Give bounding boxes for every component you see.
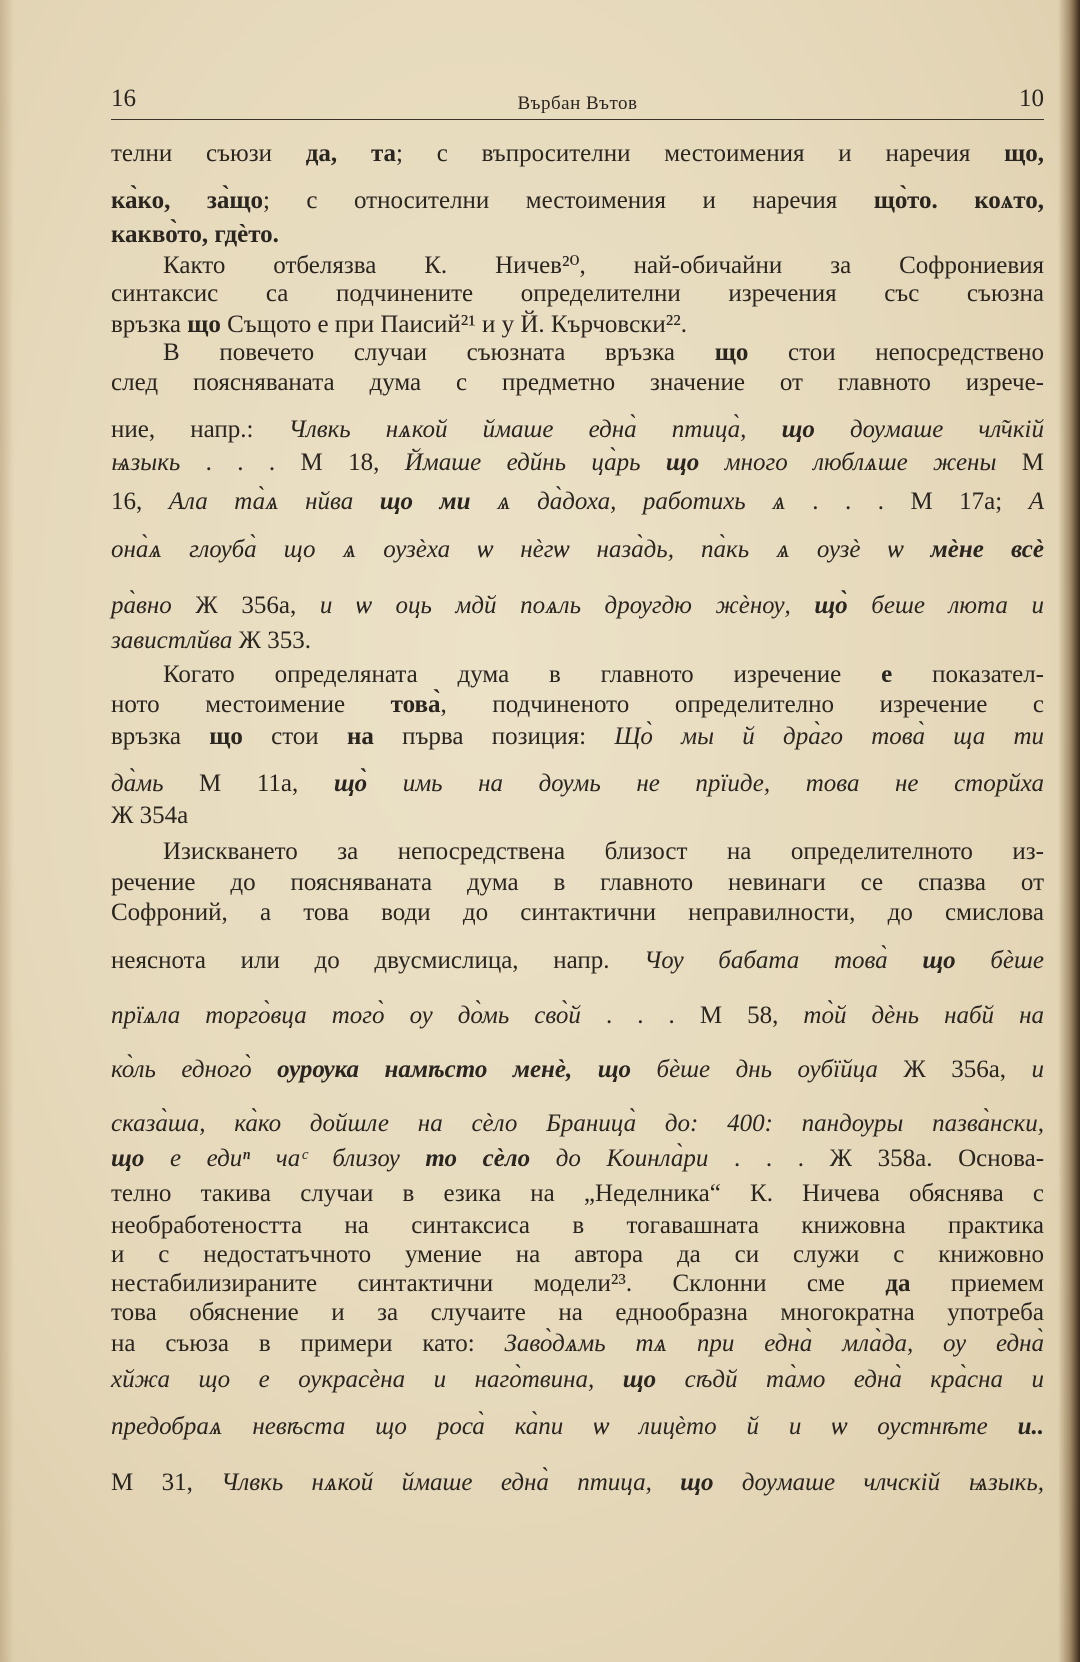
page-number-right: 10 [1019,85,1044,112]
text-line [163,338,1044,368]
text-line [111,1144,1044,1174]
text-segment: що, [1004,140,1044,167]
text-segment: ; с въпросителни местоимения и наречия [396,140,1005,167]
text-line [163,251,1044,281]
text-segment: Ж 354а [111,802,189,829]
text-segment: беше люта и [847,592,1045,619]
text-segment: бѐше днь оубїйца [631,1056,878,1083]
text-segment: бѐше [955,947,1044,974]
text-segment: и с недостатъчното умение на автора да си служи с книжовно [111,1241,1044,1268]
text-segment: що [781,416,815,443]
text-segment: що̀ [333,770,368,797]
text-segment: Както отбелязва К. Ничев²⁰, най-обичайни за Софрониевия [163,252,1044,279]
text-segment: и [1031,1056,1044,1083]
text-segment: дѹмаше чл̃чкій [814,416,1044,443]
text-line [111,279,1044,309]
text-segment: Когато определяната дума в главното изречение [163,661,882,688]
text-segment: ние, напр.: [111,416,289,443]
text-segment: стои [242,723,347,750]
text-segment: М [996,449,1044,476]
text-line [163,660,1044,690]
text-segment: ѩзыкь [111,449,181,476]
text-segment: да, та [305,140,397,167]
text-segment: то̀й дѐнь набй на [803,1002,1044,1029]
text-segment: Члвкь нѧкой ймаше една̀ птица̀, [288,416,782,443]
page-number-left: 16 [111,85,136,112]
text-segment: много люблѧше жены [699,449,997,476]
text-segment: телно такива случаи в езика на „Неделника“ К. Ничева обяснява с [111,1180,1044,1207]
binding-edge-shadow [1058,0,1080,1662]
text-segment: що [111,1145,145,1172]
text-segment: и.. [1017,1413,1044,1440]
text-line [111,310,1044,340]
text-segment: . . . М 18, [180,449,405,476]
text-line [111,1468,1044,1498]
text-segment: да̀мь [111,770,164,797]
text-line [111,368,1044,398]
text-line [111,186,1044,216]
text-segment: М 11а, [163,770,334,797]
text-line [111,1055,1044,1085]
text-segment: Ж 356а, [171,592,320,619]
text-line [111,1365,1044,1395]
text-line [111,448,1044,478]
text-line [111,868,1044,898]
text-segment: нестабилизираните синтактични модели²³. Склонни сме [111,1270,886,1297]
text-segment: ното местоимение [111,691,391,718]
text-segment: Софроний, а това води до синтактични неправилности, до смислова [111,899,1044,926]
text-line [111,1298,1044,1328]
text-segment: телни съюзи [111,140,306,167]
text-segment: Ала та̀ѧ нйва [168,488,380,515]
text-segment: она̀ѧ глѹба̀ що ѧ оузѐха ѡ нѐгѡ наза̀дь, па̀кь ѧ оузѐ ѡ [111,536,931,563]
text-segment: прїѧла торго̀вца того̀ оу до̀мь сво̀й [111,1002,581,1029]
text-segment: В повечето случаи съюзната връзка [163,339,715,366]
text-segment: ка̀ко, за̀що [111,187,263,214]
text-segment: 16, [111,488,169,515]
text-segment: . . . Ж 358а. Основа- [708,1145,1045,1172]
text-segment: що̀ [814,592,848,619]
text-segment: М 31, [111,1469,222,1496]
text-segment: що [622,1366,657,1393]
text-line [111,220,1044,250]
header-rule [111,119,1044,120]
running-title: Върбан Вътов [517,93,638,114]
text-segment: необработеността на синтаксиса в тогавашната книжовна практика [111,1212,1044,1239]
text-segment: това̀ [390,691,441,718]
text-line [111,1179,1044,1209]
text-line [111,591,1044,621]
paper-edge-left [0,0,14,1662]
text-segment: връзка [111,723,210,750]
text-segment: да [885,1270,911,1297]
text-segment: сказа̀ша, ка̀ко дойшле на сѐло Браница̀ до: 400: пандѹры пазва̀нски, [111,1110,1044,1137]
text-segment: ; с относителни местоимения и наречия [262,187,874,214]
text-segment: що ми [379,488,471,515]
text-segment: Същото е при Паисий²¹ и у Й. Кърчовски²². [220,311,687,338]
text-line [163,837,1044,867]
text-segment: речение до поясняваната дума в главното невинаги се спазва от [111,869,1044,896]
text-segment: Ж 353. [232,627,311,654]
text-line [111,801,1044,831]
text-segment: що̀то. коѧто, [873,187,1044,214]
text-segment: Заво̀дѧмь тѧ при една̀ мла̀да, оу една̀ [504,1330,1045,1357]
text-segment: неяснота или до двусмислица, напр. [111,947,645,974]
text-segment: и ѡ оць мдй поѧль дрѹгдю жѐнѹ, [319,592,815,619]
text-segment: хйжа що е оукрасѐна и наго̀твина, [111,1366,623,1393]
text-segment: дѹмаше члчскій ѩзыкь, [713,1469,1044,1496]
text-segment: оурѹка намѣсто менѐ, що [277,1056,632,1083]
text-segment: завистлйва [111,627,233,654]
text-segment: първа позиция: [373,723,615,750]
text-line [111,1329,1044,1359]
text-segment: А [1028,488,1044,515]
text-line [111,690,1044,720]
text-segment: що [680,1469,714,1496]
text-line [111,139,1044,169]
text-line [111,946,1044,976]
text-line [111,1412,1044,1442]
text-segment: мѐне всѐ [930,536,1044,563]
text-segment: след поясняваната дума с предметно значение от главното изрече- [111,369,1044,396]
text-line [111,1269,1044,1299]
text-segment: това обяснение и за случаите на еднообразна многократна употреба [111,1299,1044,1326]
text-segment: що [187,311,221,338]
text-segment: предобраѧ невѣста що роса̀ ка̀пи ѡ лицѐто й и ѡ оустнѣте [111,1413,1018,1440]
text-segment: то сѐло [425,1145,531,1172]
text-segment: Члвкь нѧкой ймаше една̀ птица, [221,1469,681,1496]
text-segment: що [922,947,956,974]
text-line [111,898,1044,928]
text-segment: какво̀то, гдѐто. [111,221,279,248]
text-line [111,722,1044,752]
text-segment: стои непосредствено [748,339,1044,366]
text-segment: ѧ да̀доха, работихь ѧ [470,488,786,515]
text-line [111,1109,1044,1139]
text-segment: Ж 356а, [877,1056,1032,1083]
text-line [111,487,1044,517]
text-line [111,626,1044,656]
text-segment: що [209,723,243,750]
text-segment: до Коинла̀ри [530,1145,709,1172]
text-segment: е [881,661,893,688]
text-segment: на [346,723,374,750]
text-line [111,415,1044,445]
text-segment: е едиⁿ чаᶜ близѹ [144,1145,426,1172]
text-segment: . . . М 17а; [785,488,1029,515]
text-line [111,1001,1044,1031]
text-segment: връзка [111,311,188,338]
text-segment: Що̀ мы й дра̀го това̀ ща ти [614,723,1044,750]
text-segment: ра̀вно [111,592,172,619]
text-segment: показател- [892,661,1044,688]
text-line [111,535,1044,565]
text-segment: синтаксис са подчинените определителни изречения със съюзна [111,280,1044,307]
text-line [111,769,1044,799]
text-segment: Чѹ бабата това̀ [644,947,923,974]
text-segment: , подчиненото определително изречение с [440,691,1044,718]
text-segment: ко̀ль едного̀ [111,1056,278,1083]
text-segment: що [665,449,700,476]
text-line [111,1240,1044,1270]
text-segment: приемем [910,1270,1044,1297]
text-segment: имь на дѹмь не прїиде, това не сторйха [367,770,1044,797]
text-segment: . . . М 58, [580,1002,804,1029]
text-line [111,1211,1044,1241]
text-segment: сѣдй та̀мо една̀ кра̀сна и [656,1366,1044,1393]
text-segment: що [714,339,749,366]
text-segment: Ймаше едйнь ца̀рь [404,449,666,476]
text-segment: на съюза в примери като: [111,1330,505,1357]
text-segment: Изискването за непосредствена близост на определителното из- [163,838,1044,865]
